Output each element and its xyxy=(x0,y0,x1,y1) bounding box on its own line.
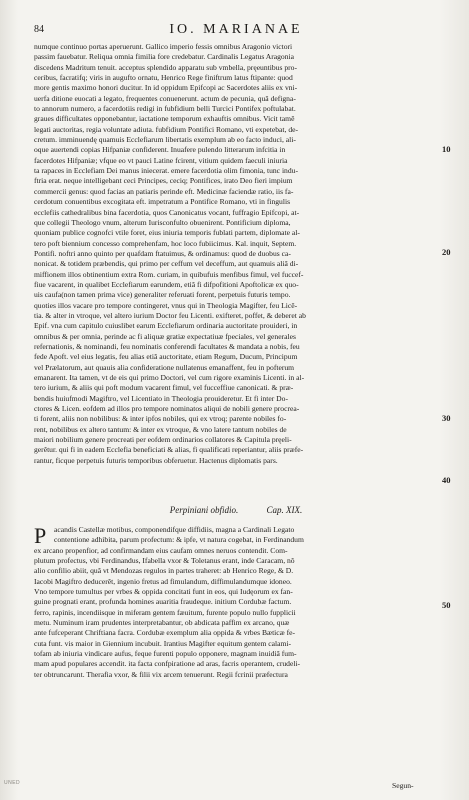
margin-line-number: 40 xyxy=(442,475,451,485)
text-line: contentione adhibita, parum profectum: & ipfe, vt natura cogebat, in Ferdinandum xyxy=(54,535,304,545)
chapter-number: Cap. XIX. xyxy=(266,505,303,515)
text-line: ta rapaces in Ecclefiam Dei manus iniecerat. emere facerdotia olim fimonia, tunc indu- xyxy=(34,166,298,176)
text-line: Iacobi Magiftro deducerẽt, ingenio fretus ad fimulandum, diffimulandumque idoneo. xyxy=(34,576,292,586)
text-line: ctores & Licen. eofdem ad illos pro tempore nominatos aliqui de nobili genere procrea- xyxy=(34,404,300,414)
text-line: miffionem illos obtinentium extra Rom. curiam, in quibufuis menfibus fimul, vel fuccef- xyxy=(34,269,304,279)
text-line: tia. & alter in vtroque, vel altero iurium Doctor feu Licenti. exifteret, poffet, & deberet ab xyxy=(34,310,306,320)
text-line: quoniam publice cognofci vtile foret, eius iniuria temporis fublati partem, diplomate al- xyxy=(34,228,300,238)
text-line: ti forent, aliis non nobilibus: & inter ipfos nobiles, qui ex vtroq; parente nobiles fo- xyxy=(34,414,287,424)
chapter-paragraph xyxy=(34,525,438,680)
text-line: rantur, ficque perpetuis futuris temporibus obferuetur. Hactenus diplomatis pars. xyxy=(34,455,278,465)
text-line: discedens Madritum tenuit. acceptus splendido apparatu sub vmbella, pręeuntibus pro- xyxy=(34,62,297,72)
chapter-heading xyxy=(34,505,438,515)
text-line: Vno tempore tumultus per vrbes & oppida concitati funt in eos, qui Iudęorum ex fan- xyxy=(34,587,293,597)
text-line: guine prognati erant, profunda homines auaritia fraudeque. initium Cordubæ factum. xyxy=(34,597,292,607)
margin-line-number: 10 xyxy=(442,144,451,154)
text-line: omnibus & per omnia, perinde ac fi aliquæ gratiæ expectatiuæ fpeciales, vel generales xyxy=(34,331,296,341)
text-line: graues difficultates opponebantur, iactatione temporum exhauftis omnibus. Vicit tamẽ xyxy=(34,114,295,124)
chapter-title: Perpiniani obfidio. xyxy=(169,505,239,515)
text-line: to annorum numero, a facerdotiis redigi in fubfidium belli Turcici Pontifex poftulabat. xyxy=(34,104,296,114)
text-line: vel Prælatorum, aut quauis alia confideratione nullatenus emanaffent, feu in pofterum xyxy=(34,362,295,372)
text-line: tero poft biennium concesso comprehenfam, hoc loco fubiicimus. Kal. inquit, Septem. xyxy=(34,238,297,248)
text-line: que collegii Theologo vnum, alterum Iurisconfulto obuenirent. Pontificium diploma, xyxy=(34,217,291,227)
margin-line-number: 30 xyxy=(442,413,451,423)
text-line: mam apud populares accendit. ita facta confpiratione ad aras, facris operantem, crudeli- xyxy=(34,659,301,669)
text-line: bendis huiufmodi Magiftro, vel Licentiato in Theologia prouideretur. Et fi inter Do- xyxy=(34,393,288,403)
text-line: Epif. vna cum capitulo cuiuslibet earum Ecclefiarum ordinaria auctoritate prouideri, in xyxy=(34,321,298,331)
text-line: Pontifi. noftri anno quinto per quafdam ftatuimus, & ordinamus: quod de duobus ca- xyxy=(34,248,291,258)
text-line: fede Apoft. vel eius legatis, feu alias etiã auctoritate, etiam Regum, Ducum, Principum xyxy=(34,352,298,362)
text-line: ex arcano propenfior, ad confirmandam eius caufam omnes neruos contendit. Com- xyxy=(34,545,288,555)
page-number: 84 xyxy=(34,24,44,35)
text-line: cerdotum conuentibus excogitata eft. impetratum a Pontifice Romano, vti in fingulis xyxy=(34,197,291,207)
text-line: nonicat. & totidem præbendis, qui primo per ceffum vel deceffum, aut quamuis aliã di- xyxy=(34,259,299,269)
text-line: passim fauebatur. Reliqua omnia fimilia fore credebatur. Cardinalis Legatus Aragonia xyxy=(34,52,295,62)
library-stamp: UNED xyxy=(4,780,21,786)
text-line: tofam ab iniuria vindicare aufus, feque furenti populo opponere, magnam inuidiã fum- xyxy=(34,649,297,659)
text-line: maiori nobilium genere procreati per eofdem ordinarios collatores & Capitula pręeli- xyxy=(34,435,292,445)
text-line: oque auertendi copias Hifpaniæ confiderent. Inuafere pulendo litterarum infcitia in xyxy=(34,145,286,155)
margin-line-number: 20 xyxy=(442,247,451,257)
text-line: fiue vacarent, in qualibet Ecclefiarum earundem, etiã fi difpofitioni Apoftolicæ ex quo- xyxy=(34,279,299,289)
text-line: cretum. imminuendę quamuis Ecclefiarum libertatis exemplum ab eo facto induci, ali- xyxy=(34,135,296,145)
running-title: IO. MARIANAE xyxy=(169,22,303,37)
text-line: legati auctoritas, regia voluntate adiuta. fubfidium Pontifici Romano, vti expetebat, de- xyxy=(34,124,299,134)
text-line: uis caufa(non tamen prima vice) generaliter referuati forent, perpetuis futuris tempo. xyxy=(34,290,291,300)
text-line: metu. Numinum iram prudentes interpretabantur, ob abdicata paffim ex arcano, quæ xyxy=(34,618,290,628)
text-line: commercii genus: quod facias an patiaris perinde eft. Medicinæ faciendæ ratio, iis fa- xyxy=(34,186,294,196)
text-line: refernationis, & nominandi, feu nominatis conferendi facultates & mandata a nobis, feu xyxy=(34,341,300,351)
main-paragraph xyxy=(34,42,438,466)
text-line: ftria erat. neque intelligebant ceci Principes, ceciq; Pontifices, irato Deo fieri impium xyxy=(34,176,293,186)
page-header xyxy=(34,24,438,40)
catchword: Segun- xyxy=(392,781,414,790)
text-line: plutum profectus, vbi Ferdinandus, Ifabella vxor & Toletanus erant, inde Caracam, nõ xyxy=(34,556,295,566)
margin-line-number: 50 xyxy=(442,600,451,610)
text-line: alio confilio abiit, quã vt Mendozas regulos in partes traheret: ab Henrico Rege, & D. xyxy=(34,566,294,576)
text-line: ecclefiis cathedralibus bina facerdotia, quos Canonicatus vocant, fuffragio Epifcopi, at- xyxy=(34,207,300,217)
text-line: numque continuo portas aperuerunt. Gallico imperio fessis omnibus Aragonio victori xyxy=(34,42,293,51)
text-line: more gentis maximo honori ducitur. In id oppidum Epifcopi ac Sacerdotes aliis ex vni- xyxy=(34,83,298,93)
text-line: ferro, rapinis, incendiisque in miferam gentem fæuitum, furente populo nullo fupplicii xyxy=(34,607,296,617)
text-line: quoties illos vacare pro tempore contingeret, vnus qui in Theologia Magifter, feu Licẽ- xyxy=(34,300,298,310)
text-line: ter obtruncarunt. Therafia vxor, & filii vix arcem tenuerunt. Regii fcrinii præfectura xyxy=(34,669,288,679)
drop-capital-P: P xyxy=(34,523,47,548)
text-line: acandis Castellæ motibus, componendifque diffidiis, magna a Cardinali Legato xyxy=(54,525,295,534)
text-line: cuta funt. vis maior in Giennium incubuit. Irantius Magifter equitum gentem calami- xyxy=(34,638,292,648)
text-line: gerẽtur. qui fi in eadem Ecclefia beneficiati & alias, fi qualificati reperiantur, aliis præfe- xyxy=(34,445,304,455)
text-line: ante fufceperant Chriftiana facra. Cordubæ exemplum alia oppida & vrbes Bæticæ fe- xyxy=(34,628,296,638)
text-line: facerdotes Hifpaniæ; vfque eo vt pauci Latine fcirent, vitium quidem faeculi iniuria xyxy=(34,155,288,165)
text-line: tero iurium, & aliis qui poft modum vacarent fimul, vel fucceffiue canonicati. & præ- xyxy=(34,383,294,393)
text-line: rent, nobilibus ex altero tantum: & inter ex vtroque, & vno latere tantum nobiles de xyxy=(34,424,287,434)
text-line: emanarent. Ita tamen, vt de eis qui primo Doctori, vel cum rigore examinis Licenti. in al- xyxy=(34,373,305,382)
text-line: uerfa ditione euocati a legato, frequentes conuenerunt. actum de pecunia, quã defigna- xyxy=(34,93,296,103)
text-line: ceribus, facratifq; viris in augufto ornatu, Henrico Rege finiftrum latus ftipante: quod xyxy=(34,73,293,83)
